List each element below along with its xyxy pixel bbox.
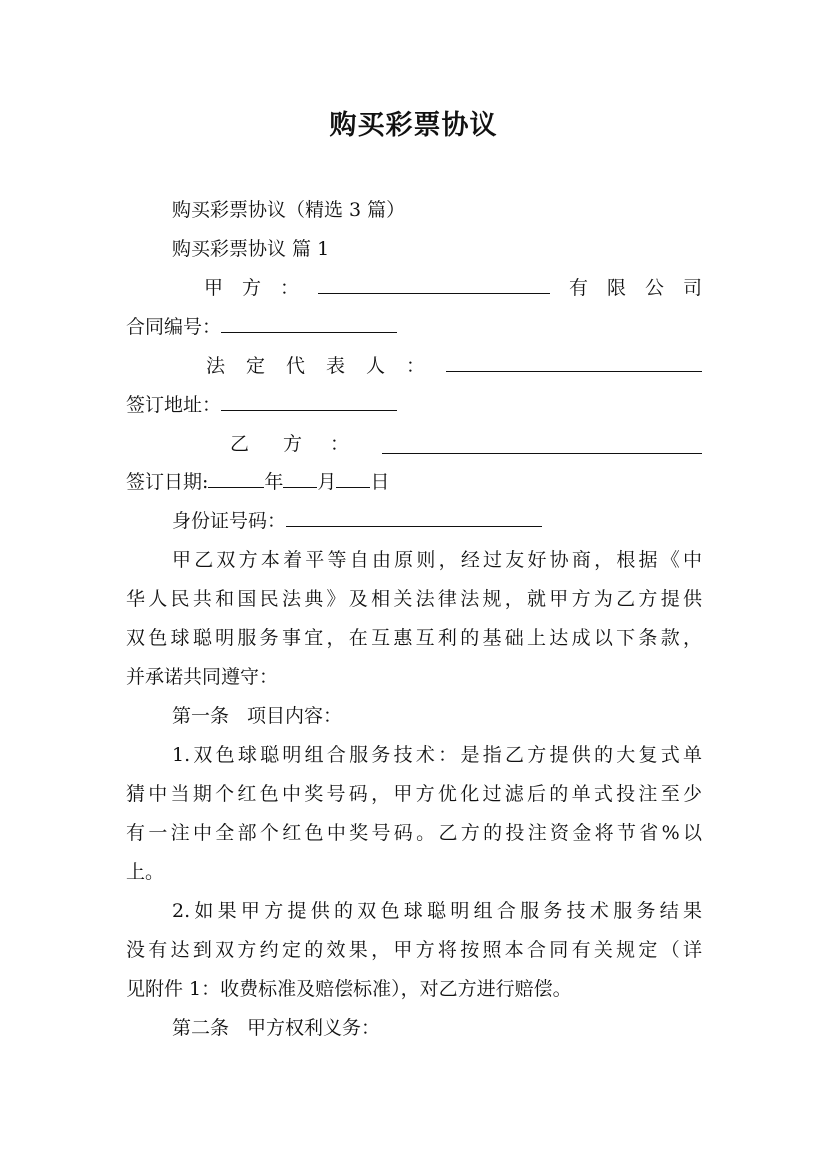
party-a-suffix-char: 有 — [568, 277, 588, 299]
party-b-blank[interactable] — [382, 433, 702, 454]
legal-rep-blank[interactable] — [446, 351, 702, 372]
paragraph-line: 猜中当期个红色中奖号码，甲方优化过滤后的单式投注至少 — [126, 783, 702, 805]
sign-month-blank[interactable] — [283, 467, 317, 488]
day-label: 日 — [370, 471, 390, 493]
sign-place-label: 签订地址： — [126, 394, 222, 416]
paragraph-line: 甲乙双方本着平等自由原则，经过友好协商，根据《中 — [172, 549, 702, 571]
year-label: 年 — [264, 471, 284, 493]
party-a-row — [126, 273, 702, 303]
paragraph-line: 上。 — [126, 861, 165, 883]
legal-rep-char: 人 — [366, 355, 386, 377]
legal-rep-row — [126, 351, 702, 381]
party-a-char: 方 — [242, 277, 262, 299]
document-title: 购买彩票协议 — [329, 110, 498, 141]
paragraph-line: 有一注中全部个红色中奖号码。乙方的投注资金将节省%以 — [126, 822, 702, 844]
contract-no-label: 合同编号： — [126, 316, 222, 338]
article-title: 项目内容： — [247, 705, 343, 727]
party-a-suffix-char: 限 — [606, 277, 626, 299]
article-1-heading — [126, 701, 702, 731]
paragraph-line: 2.如果甲方提供的双色球聪明组合服务技术服务结果 — [172, 900, 702, 922]
legal-rep-char: 定 — [246, 355, 266, 377]
paragraph-line: 华人民共和国民法典》及相关法律法规，就甲方为乙方提供 — [126, 588, 702, 610]
party-a-colon: ： — [280, 277, 300, 299]
legal-rep-char: 法 — [206, 355, 226, 377]
party-a-suffix-char: 司 — [682, 277, 702, 299]
legal-rep-char: 代 — [286, 355, 306, 377]
month-label: 月 — [317, 471, 337, 493]
party-a-blank[interactable] — [318, 273, 550, 294]
sign-place-blank[interactable] — [221, 390, 397, 411]
sign-year-blank[interactable] — [208, 467, 264, 488]
document-subtitle: 购买彩票协议（精选 3 篇） — [172, 199, 406, 221]
paragraph-line: 见附件 1：收费标准及赔偿标准），对乙方进行赔偿。 — [126, 978, 572, 1000]
legal-rep-colon: ： — [406, 355, 426, 377]
sign-place-row — [126, 390, 702, 420]
party-a-char: 甲 — [204, 277, 224, 299]
contract-no-row — [126, 312, 702, 342]
party-b-char: 乙 — [230, 433, 250, 455]
part-heading: 购买彩票协议 篇 1 — [172, 238, 330, 260]
party-a-suffix-char: 公 — [644, 277, 664, 299]
paragraph-line: 并承诺共同遵守： — [126, 666, 279, 688]
article-2-heading — [126, 1013, 702, 1043]
party-b-char: 方 — [283, 433, 303, 455]
id-number-blank[interactable] — [286, 506, 542, 527]
article-number: 第一条 — [172, 705, 230, 727]
legal-rep-char: 表 — [326, 355, 346, 377]
article-title: 甲方权利义务： — [247, 1017, 381, 1039]
sign-day-blank[interactable] — [336, 467, 370, 488]
party-b-row — [126, 429, 702, 459]
id-number-label: 身份证号码： — [172, 510, 287, 532]
article-number: 第二条 — [172, 1017, 230, 1039]
sign-date-label: 签订日期: — [126, 471, 209, 493]
sign-date-row — [126, 467, 702, 497]
paragraph-line: 双色球聪明服务事宜，在互惠互利的基础上达成以下条款， — [126, 627, 702, 649]
id-number-row — [126, 506, 702, 536]
paragraph-line: 没有达到双方约定的效果，甲方将按照本合同有关规定（详 — [126, 939, 702, 961]
contract-no-blank[interactable] — [221, 312, 397, 333]
paragraph-line: 1.双色球聪明组合服务技术：是指乙方提供的大复式单 — [172, 744, 702, 766]
party-b-colon: ： — [330, 433, 350, 455]
